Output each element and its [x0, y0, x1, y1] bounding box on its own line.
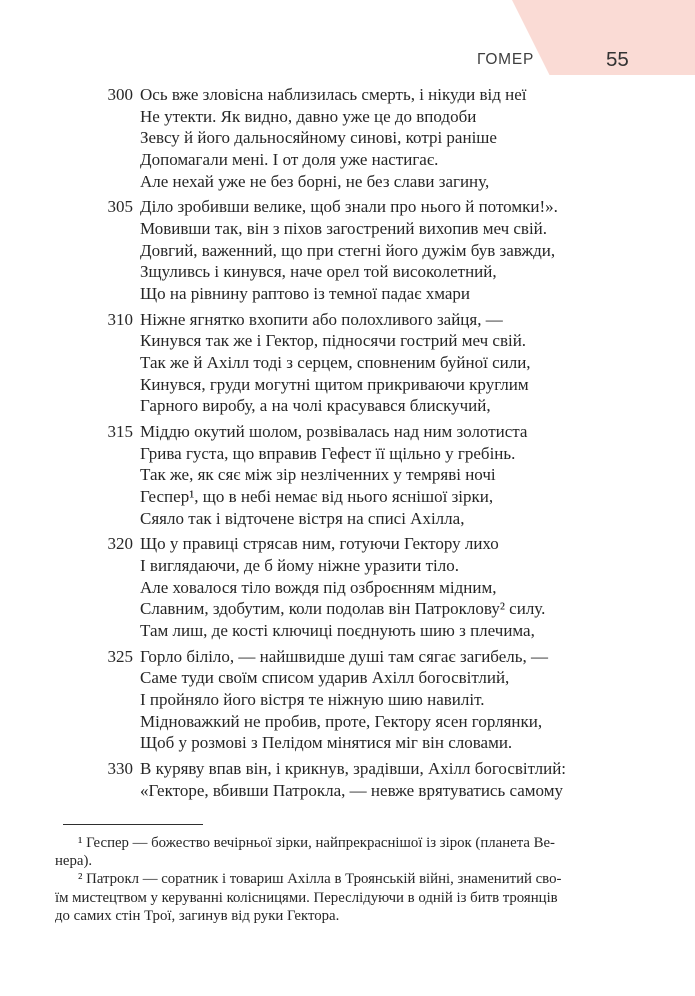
- verse-line: [0, 283, 695, 305]
- verse-text: Не утекти. Як видно, давно уже це до вподоби: [140, 106, 477, 126]
- footnote-line: їм мистецтвом у керуванні колісницями. Переслідуючи в одній із битв троянців: [55, 889, 558, 906]
- verse-line: [0, 352, 695, 374]
- verse-text: Ось вже зловісна наблизилась смерть, і нікуди від неї: [140, 85, 527, 104]
- verse-line: [0, 758, 695, 780]
- running-title: ГОМЕР: [477, 51, 535, 68]
- verse-line: [0, 486, 695, 508]
- verse-line: [0, 330, 695, 352]
- verse-line: [0, 555, 695, 577]
- verse-line: [0, 508, 695, 530]
- verse-line: [0, 171, 695, 193]
- verse-text: Щоб у розмові з Пелідом мінятися міг він словами.: [140, 733, 513, 753]
- line-number: 315: [107, 421, 133, 441]
- verse-text: Що у правиці стрясав ним, готуючи Гектору лихо: [140, 534, 499, 554]
- verse-line: [0, 84, 695, 106]
- verse-line: [0, 421, 695, 443]
- verse-line: [0, 598, 695, 620]
- stanza-330: [0, 758, 695, 801]
- verse-text: Але нехай уже не без борні, не без слави загину,: [140, 171, 490, 191]
- stanza-310: [0, 309, 695, 418]
- line-number: 325: [107, 646, 133, 666]
- verse-line: [0, 261, 695, 283]
- verse-text: Горло біліло, — найшвидше душі там сягає загибель, —: [140, 646, 549, 666]
- line-number: 310: [107, 309, 133, 329]
- footnote-line: до самих стін Трої, загинув від руки Гектора.: [55, 907, 340, 924]
- verse-line: [0, 374, 695, 396]
- verse-text: Зщуливсь і кинувся, наче орел той високолетний,: [140, 262, 497, 282]
- verse-text: Славним, здобутим, коли подолав він Патроклову² силу.: [140, 599, 546, 619]
- verse-line: [0, 646, 695, 668]
- verse-line: [0, 533, 695, 555]
- verse-text: «Гекторе, вбивши Патрокла, — невже врятуватись самому: [140, 780, 563, 800]
- verse-line: [0, 732, 695, 754]
- verse-text: Так же й Ахілл тоді з серцем, сповненим буйної сили,: [140, 353, 531, 373]
- line-number: 330: [107, 758, 133, 778]
- verse-line: [0, 149, 695, 171]
- verse-text: Кинувся так же і Гектор, підносячи гострий меч свій.: [140, 331, 527, 351]
- verse-text: Мідноважкий не пробив, проте, Гектору ясен горлянки,: [140, 711, 543, 731]
- verse-line: [0, 106, 695, 128]
- verse-line: [0, 395, 695, 417]
- stanza-320: [0, 533, 695, 642]
- line-number: 320: [107, 534, 133, 554]
- verse-line: [0, 309, 695, 331]
- verse-line: [0, 711, 695, 733]
- verse-text: Там лиш, де кості ключиці поєднують шию з плечима,: [140, 621, 535, 641]
- stanza-305: [0, 196, 695, 305]
- verse-line: [0, 689, 695, 711]
- verse-text: Сяяло так і відточене вістря на списі Ахілла,: [140, 508, 465, 528]
- verse-line: [0, 577, 695, 599]
- verse-text: Допомагали мені. І от доля уже настигає.: [140, 150, 439, 170]
- stanza-325: [0, 646, 695, 755]
- verse-line: [0, 464, 695, 486]
- verse-text: Діло зробивши велике, щоб знали про нього й потомки!».: [140, 197, 558, 217]
- verse-text: Грива густа, що вправив Гефест її щільно у гребінь.: [140, 443, 516, 463]
- footnote-line: ² Патрокл — соратник і товариш Ахілла в Троянській війні, знаменитий сво-: [78, 871, 562, 888]
- verse-line: [0, 196, 695, 218]
- verse-text: Кинувся, груди могутні щитом прикриваючи круглим: [140, 374, 529, 394]
- verse-text: Геспер¹, що в небі немає від нього яснішої зірки,: [140, 487, 494, 507]
- header-accent-shape: [512, 0, 695, 75]
- verse-line: [0, 780, 695, 802]
- footnote-1: [55, 834, 647, 870]
- footnote-2: [55, 870, 647, 925]
- verse-text: Саме туди своїм списом ударив Ахілл богосвітлий,: [140, 668, 510, 688]
- verse-line: [0, 240, 695, 262]
- verse-line: [0, 127, 695, 149]
- verse-text: І пройняло його вістря те ніжную шию навиліт.: [140, 689, 485, 709]
- verse-line: [0, 620, 695, 642]
- verse-block: [0, 84, 695, 805]
- verse-text: Міддю окутий шолом, розвівалась над ним золотиста: [140, 421, 528, 441]
- footnote-line: ¹ Геспер — божество вечірньої зірки, найпрекраснішої із зірок (планета Ве-: [78, 835, 555, 851]
- stanza-315: [0, 421, 695, 530]
- footnote-divider: [63, 824, 203, 825]
- verse-text: Так же, як сяє між зір незліченних у темряві ночі: [140, 465, 496, 485]
- verse-text: Гарного виробу, а на чолі красувався блискучий,: [140, 396, 491, 416]
- verse-line: [0, 667, 695, 689]
- verse-text: Довгий, важенний, що при стегні його дужім був завжди,: [140, 240, 556, 260]
- verse-text: Ніжне ягнятко вхопити або полохливого зайця, —: [140, 309, 503, 329]
- page-number: 55: [606, 48, 629, 71]
- footnote-line: нера).: [55, 853, 93, 870]
- stanza-300: [0, 84, 695, 193]
- verse-line: [0, 443, 695, 465]
- verse-text: Що на рівнину раптово із темної падає хмари: [140, 284, 471, 304]
- line-number: 300: [107, 85, 133, 104]
- verse-text: Але ховалося тіло вождя під озброєнням мідним,: [140, 577, 497, 597]
- verse-text: Зевсу й його дальносяйному синові, котрі раніше: [140, 128, 497, 148]
- verse-text: Мовивши так, він з піхов загострений вихопив меч свій.: [140, 219, 548, 239]
- verse-text: В куряву впав він, і крикнув, зрадівши, Ахілл богосвітлий:: [140, 758, 567, 778]
- line-number: 305: [107, 197, 133, 217]
- verse-line: [0, 218, 695, 240]
- verse-text: І виглядаючи, де б йому ніжне уразити тіло.: [140, 555, 459, 575]
- footnotes-block: [55, 824, 647, 925]
